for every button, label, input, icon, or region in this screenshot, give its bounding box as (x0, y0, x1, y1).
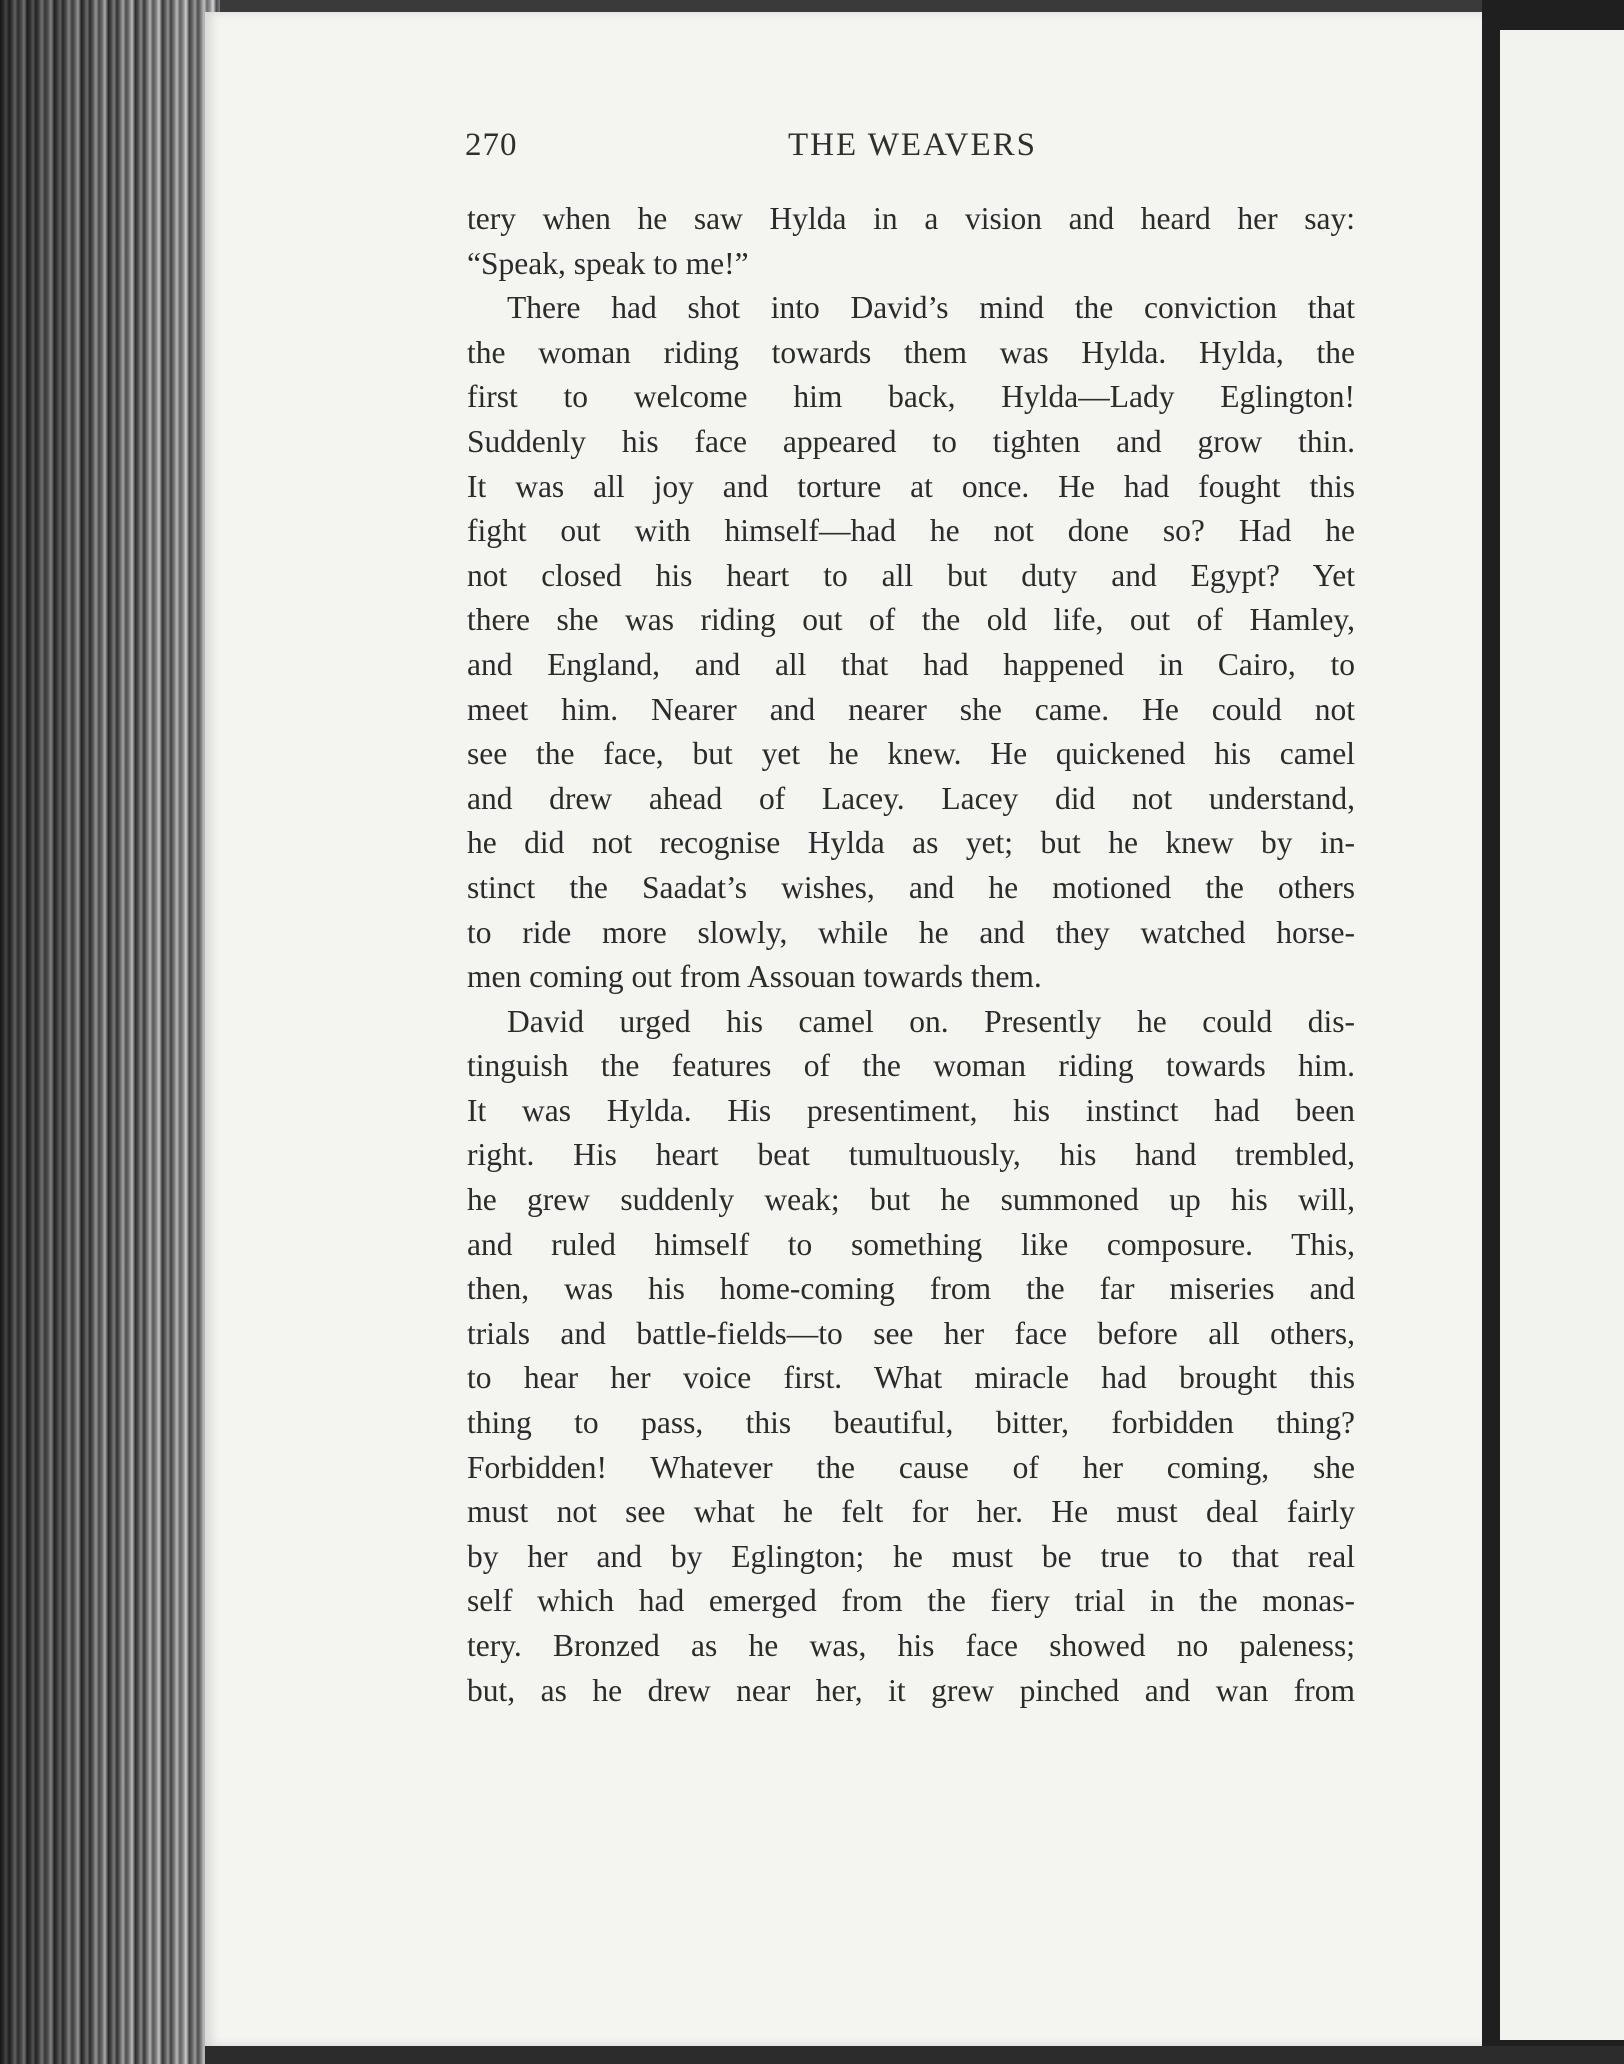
text-line: stinct the Saadat’s wishes, and he motioned the others (467, 869, 1355, 905)
text-line: It was all joy and torture at once. He had fought this (467, 468, 1355, 504)
page-number: 270 (465, 127, 518, 163)
text-line: self which had emerged from the fiery trial in the monas- (467, 1583, 1355, 1619)
text-line: and ruled himself to something like composure. This, (467, 1226, 1355, 1262)
text-line: fight out with himself—had he not done so? Had he (467, 513, 1355, 549)
text-line: trials and battle-fields—to see her face before all others, (467, 1315, 1355, 1351)
text-line: “Speak, speak to me!” (467, 245, 749, 281)
text-line: and drew ahead of Lacey. Lacey did not understand, (467, 780, 1355, 816)
text-line: right. His heart beat tumultuously, his hand trembled, (467, 1137, 1355, 1173)
text-line: tinguish the features of the woman riding towards him. (467, 1048, 1355, 1084)
text-line: Suddenly his face appeared to tighten and grow thin. (467, 423, 1355, 459)
text-line: tery. Bronzed as he was, his face showed no paleness; (467, 1628, 1355, 1663)
text-line: meet him. Nearer and nearer she came. He could not (467, 691, 1355, 727)
text-line: see the face, but yet he knew. He quickened his camel (467, 736, 1355, 772)
text-line: men coming out from Assouan towards them. (467, 959, 1042, 995)
text-line: thing to pass, this beautiful, bitter, forbidden thing? (467, 1405, 1355, 1441)
text-line: Forbidden! Whatever the cause of her coming, she (467, 1449, 1355, 1485)
running-head (465, 127, 1360, 177)
text-line: first to welcome him back, Hylda—Lady Eglington! (467, 379, 1355, 415)
text-line: by her and by Eglington; he must be true to that real (467, 1538, 1355, 1574)
body-text (467, 197, 1355, 1713)
text-line: not closed his heart to all but duty and Egypt? Yet (467, 557, 1355, 593)
text-line: but, as he drew near her, it grew pinched and wan from (467, 1672, 1355, 1708)
text-line: he did not recognise Hylda as yet; but he knew by in- (467, 825, 1355, 861)
text-line: tery when he saw Hylda in a vision and heard her say: (467, 201, 1355, 236)
text-line: to hear her voice first. What miracle had brought this (467, 1360, 1355, 1396)
page-top-edge (205, 0, 1482, 12)
text-line: David urged his camel on. Presently he could dis- (507, 1003, 1355, 1039)
text-line: to ride more slowly, while he and they watched horse- (467, 914, 1355, 950)
text-line: must not see what he felt for her. He must deal fairly (467, 1494, 1355, 1530)
facing-page (1500, 30, 1624, 2040)
book-page-edges (0, 0, 220, 2064)
text-line: he grew suddenly weak; but he summoned up his will, (467, 1182, 1355, 1218)
text-line: It was Hylda. His presentiment, his instinct had been (467, 1092, 1355, 1128)
text-line: the woman riding towards them was Hylda. Hylda, the (467, 334, 1355, 370)
page-bottom-edge (205, 2046, 1624, 2064)
text-line: There had shot into David’s mind the conviction that (507, 290, 1355, 326)
text-line: then, was his home-coming from the far miseries and (467, 1271, 1355, 1307)
text-line: there she was riding out of the old life, out of Hamley, (467, 602, 1355, 638)
text-line: and England, and all that had happened in Cairo, to (467, 646, 1355, 682)
running-title: THE WEAVERS (787, 127, 1038, 163)
